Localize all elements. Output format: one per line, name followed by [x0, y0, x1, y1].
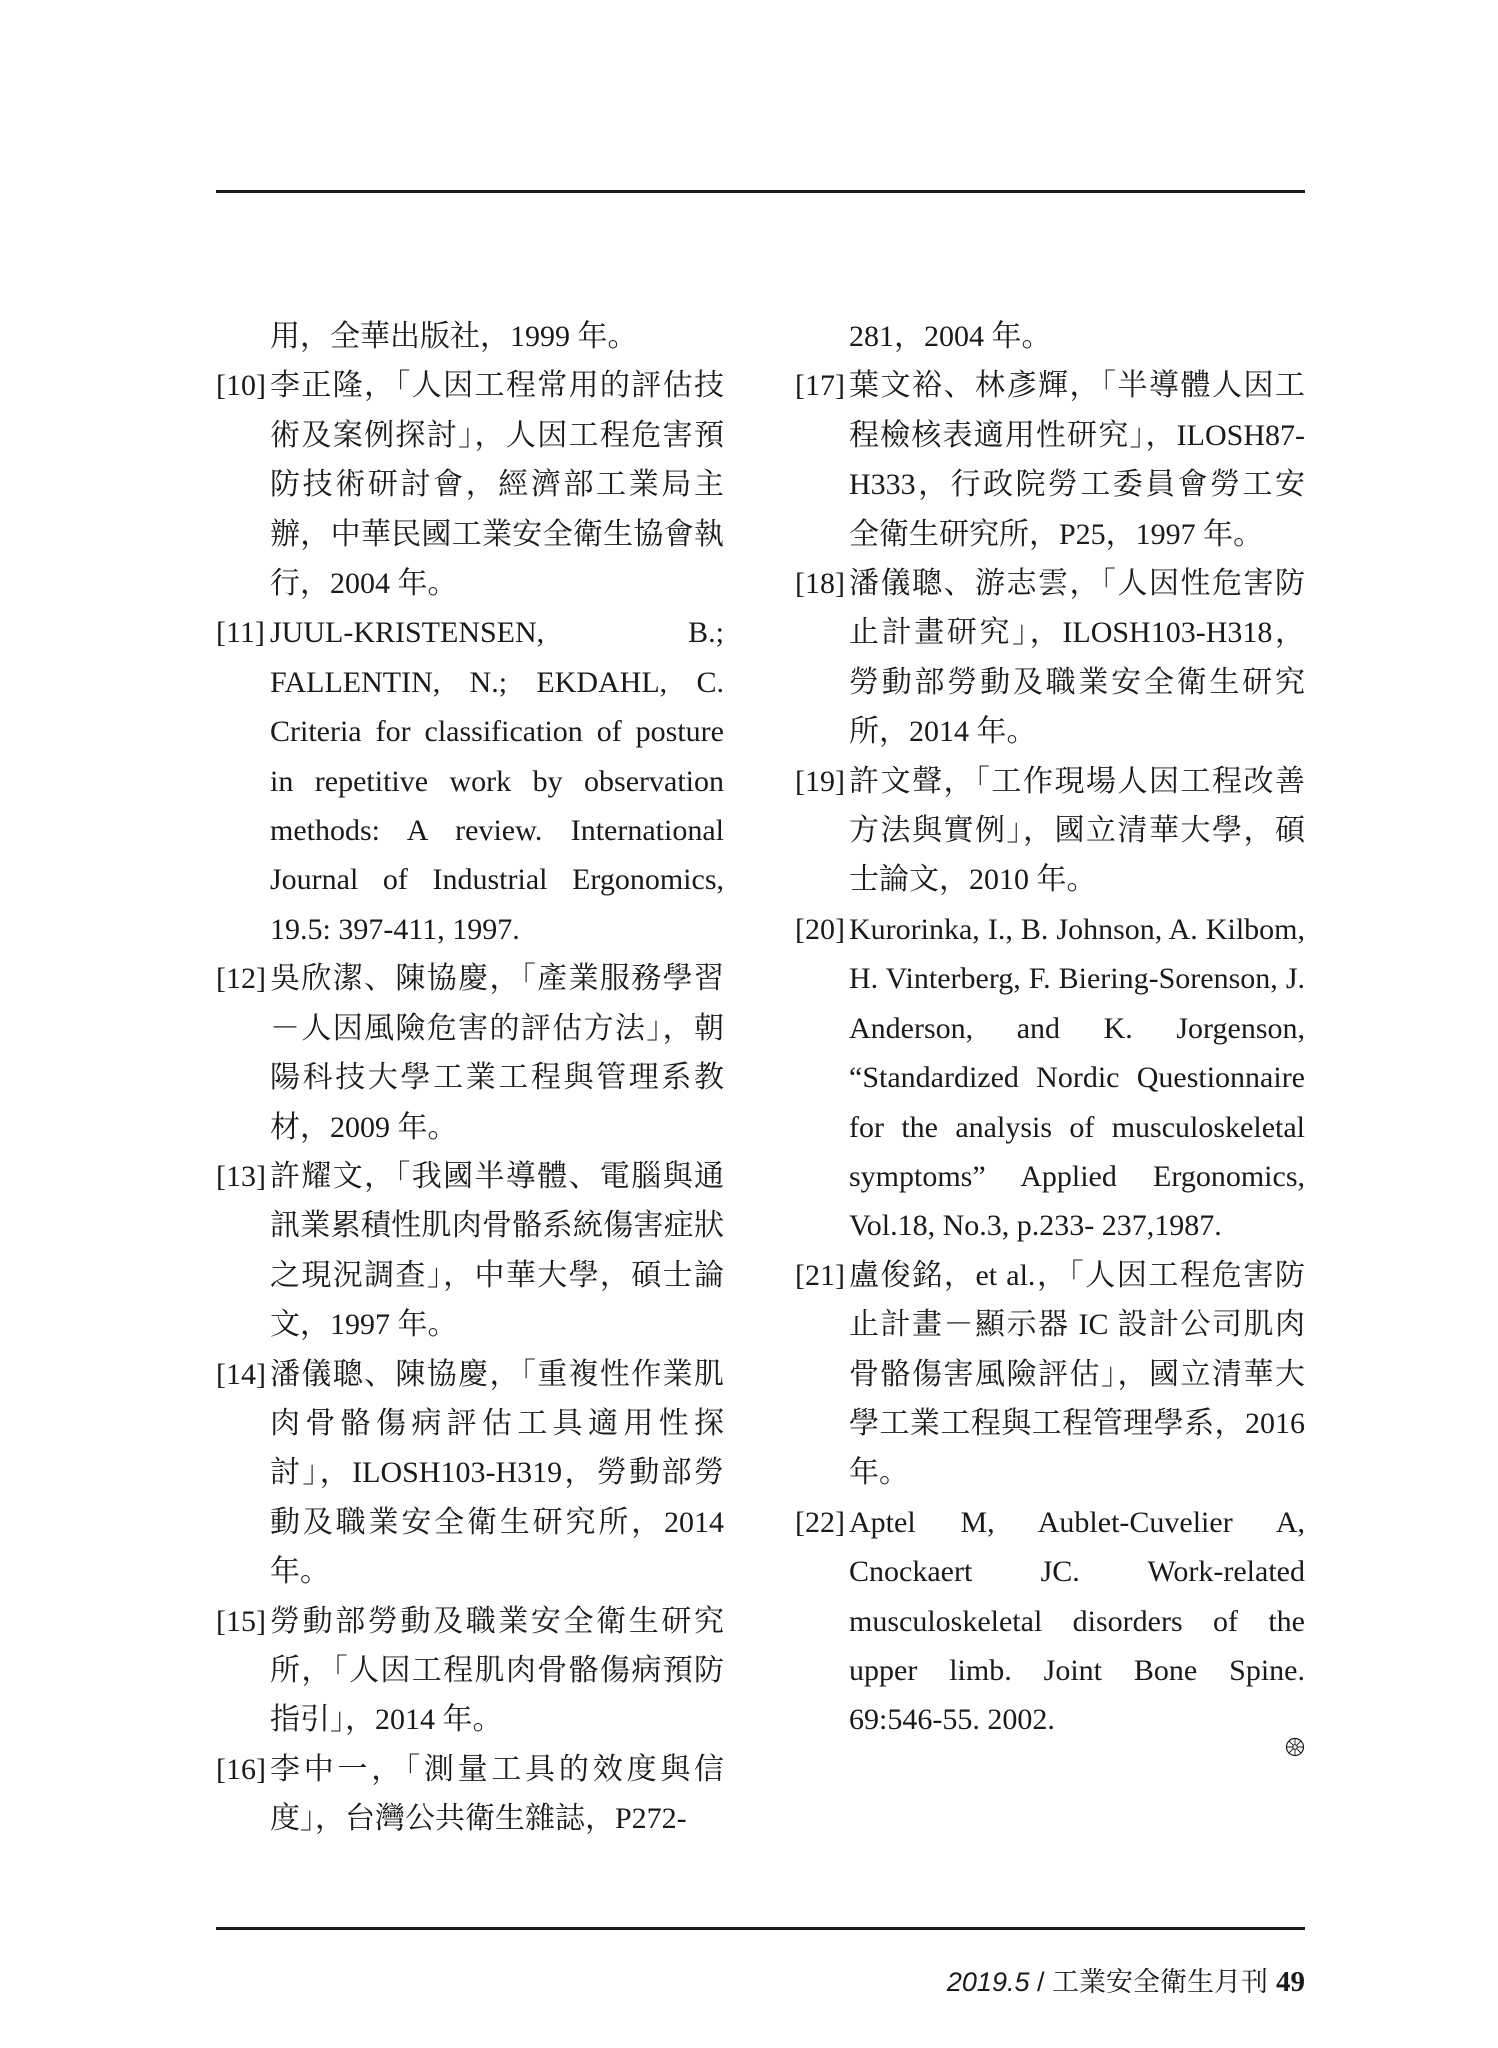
reference-number: [15] [216, 1604, 266, 1638]
reference-item [795, 559, 1305, 757]
reference-item [216, 608, 724, 954]
reference-text: 潘儀聰、游志雲，「人因性危害防止計畫研究」，ILOSH103-H318，勞動部勞動及職業安全衛生研究所，2014 年。 [849, 567, 1305, 749]
reference-text: 盧俊銘，et al.，「人因工程危害防止計畫－顯示器 IC 設計公司肌肉骨骼傷害風險評估」，國立清華大學工業工程與工程管理學系，2016 年。 [849, 1258, 1305, 1490]
right-reference-list [795, 361, 1305, 1744]
reference-number: [20] [795, 912, 845, 946]
reference-item [216, 1350, 724, 1597]
reference-item [795, 905, 1305, 1251]
reference-number: [22] [795, 1505, 845, 1539]
journal-name: 工業安全衛生月刊 [1052, 1967, 1268, 1997]
footer-rule [216, 1927, 1305, 1930]
left-reference-list [216, 361, 724, 1843]
reference-number: [10] [216, 369, 266, 403]
header-rule [216, 190, 1305, 193]
page-number: 49 [1276, 1966, 1305, 1998]
issue-date: 2019.5 [946, 1967, 1030, 1997]
reference-item [795, 1498, 1305, 1745]
right-column [795, 312, 1305, 1745]
reference-item [216, 1152, 724, 1350]
reference-text: 葉文裕、林彥輝，「半導體人因工程檢核表適用性研究」，ILOSH87-H333，行政院勞工委員會勞工安全衛生研究所，P25，1997 年。 [849, 369, 1305, 551]
reference-text: Kurorinka, I., B. Johnson, A. Kilbom, H. Vinterberg, F. Biering-Sorenson, J. Anderson, and K. Jorgenson, “Standardized Nordic Questionnaire for the analysis of musculoskeletal symptoms” Applied Ergonomics, Vol.18, No.3, p.233- 237,1987. [849, 912, 1305, 1243]
reference-number: [14] [216, 1357, 266, 1391]
reference-number: [19] [795, 764, 845, 798]
footer-separator: / [1029, 1967, 1052, 1997]
reference-text: 李中一，「測量工具的效度與信度」，台灣公共衛生雜誌，P272- [270, 1752, 724, 1836]
reference-item [216, 1745, 724, 1844]
reference-text: 許文聲，「工作現場人因工程改善方法與實例」，國立清華大學，碩士論文，2010 年。 [849, 764, 1305, 897]
reference-number: [12] [216, 962, 266, 996]
reference-item [795, 361, 1305, 559]
reference-number: [16] [216, 1752, 266, 1786]
left-column [216, 312, 724, 1844]
reference-item [216, 954, 724, 1152]
continuation-text: 用，全華出版社，1999 年。 [270, 320, 638, 353]
reference-number: [18] [795, 567, 845, 601]
reference-text: 潘儀聰、陳協慶，「重複性作業肌肉骨骼傷病評估工具適用性探討」，ILOSH103-H319，勞動部勞動及職業安全衛生研究所，2014 年。 [270, 1357, 724, 1589]
reference-number: [11] [216, 616, 265, 650]
reference-item [795, 757, 1305, 905]
reference-number: [13] [216, 1159, 266, 1193]
reference-text: JUUL-KRISTENSEN, B.; FALLENTIN, N.; EKDAHL, C. Criteria for classification of posture in repetitive work by observation methods: A review. International Journal of Industrial Ergonomics, 19.5: 397-411, 1997. [270, 616, 724, 946]
reference-item [795, 1251, 1305, 1498]
reference-text: 勞動部勞動及職業安全衛生研究所，「人因工程肌肉骨骼傷病預防指引」，2014 年。 [270, 1604, 724, 1737]
flower-ornament-icon [1285, 1723, 1305, 1743]
reference-text: 吳欣潔、陳協慶，「產業服務學習－人因風險危害的評估方法」，朝陽科技大學工業工程與管理系教材，2009 年。 [270, 962, 724, 1144]
reference-text: 許耀文，「我國半導體、電腦與通訊業累積性肌肉骨骼系統傷害症狀之現況調查」，中華大學，碩士論文，1997 年。 [270, 1159, 724, 1342]
page-footer [947, 1960, 1305, 1999]
continuation-text: 281，2004 年。 [849, 320, 1052, 353]
reference-text: Aptel M, Aublet-Cuvelier A, Cnockaert JC. Work-related musculoskeletal disorders of the upper limb. Joint Bone Spine. 69:546-55. 2002. [849, 1505, 1305, 1737]
reference-number: [21] [795, 1258, 845, 1292]
reference-text: 李正隆，「人因工程常用的評估技術及案例探討」，人因工程危害預防技術研討會，經濟部工業局主辦，中華民國工業安全衛生協會執行，2004 年。 [270, 369, 724, 601]
reference-number: [17] [795, 369, 845, 403]
reference-item [216, 1597, 724, 1745]
reference-item [216, 361, 724, 608]
